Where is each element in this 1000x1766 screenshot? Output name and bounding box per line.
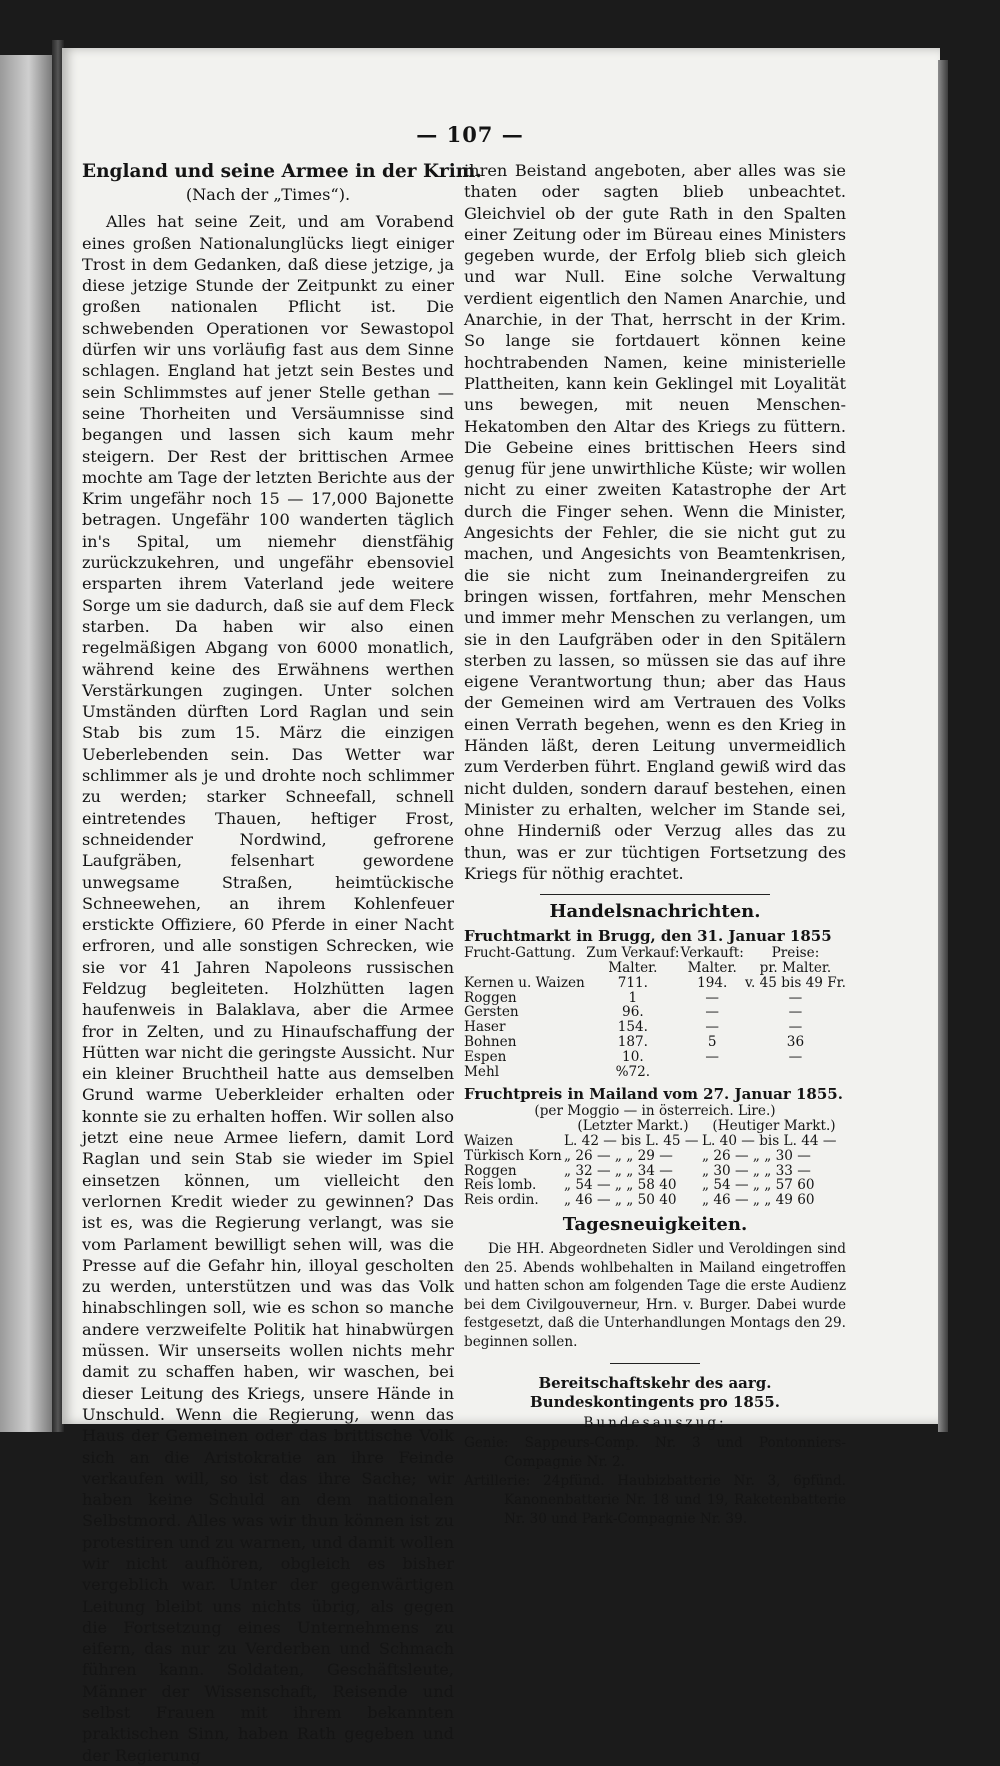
brugg-header-row bbox=[464, 946, 846, 961]
brugg-unit-offered: Malter. bbox=[608, 960, 658, 977]
brugg-market-title: Fruchtmarkt in Brugg, den 31. Januar 1855 bbox=[464, 927, 832, 946]
news-body: Die HH. Abgeordneten Sidler und Veroldingen sind den 25. Abends wohlbehalten in Mailand eingetroffen und hatten schon am folgenden Tage die erste Audienz bei dem Civilgouverneur, Hrn. v. Burger. Dabei wurde festgesetzt, daß die Unterhandlungen Montags den 29. beginnen sollen. bbox=[464, 1241, 846, 1350]
brugg-unit-sold: Malter. bbox=[687, 960, 737, 977]
section-divider bbox=[540, 894, 770, 895]
readiness-artillerie bbox=[464, 1472, 846, 1529]
genie-text: Sappeurs-Comp. Nr. 3 und Pontonniers-Compagnie Nr. 2. bbox=[504, 1434, 847, 1470]
brugg-col-type: Frucht-Gattung. bbox=[464, 945, 576, 962]
brugg-col-price: Preise: bbox=[771, 945, 820, 962]
brugg-unit-price: pr. Malter. bbox=[759, 960, 832, 977]
readiness-genie bbox=[464, 1434, 846, 1472]
mailand-unit-note: (per Moggio — in österreich. Lire.) bbox=[534, 1103, 776, 1120]
article-byline: (Nach der „Times“). bbox=[185, 185, 351, 204]
readiness-subtitle: Bundesauszug: bbox=[583, 1415, 727, 1432]
artillerie-label: Artillerie: bbox=[464, 1472, 531, 1489]
table-row: Espen 10. — — bbox=[464, 1048, 803, 1065]
genie-label: Genie: bbox=[464, 1434, 509, 1451]
page-right-edge bbox=[938, 60, 948, 1432]
artillerie-text: 24pfünd. Haubizbatterie Nr. 3, 6pfünd. Kanonenbatterie Nr. 18 und 19, Raketenbatterie Nr. 30 und Park-Compagnie Nr. 39. bbox=[504, 1472, 847, 1527]
brugg-col-offered: Zum Verkauf: bbox=[586, 945, 680, 962]
mailand-col-last: (Letzter Markt.) bbox=[577, 1118, 689, 1135]
table-row: Bohnen 187. 5 36 bbox=[464, 1034, 805, 1051]
brugg-market-table bbox=[464, 946, 846, 1079]
table-row: Roggen „ 32 — „ „ 34 — „ 30 — „ „ 33 — bbox=[464, 1162, 811, 1179]
left-column bbox=[82, 160, 482, 1766]
mailand-market-title: Fruchtpreis in Mailand vom 27. Januar 1855. bbox=[464, 1085, 843, 1104]
table-row: Mehl %72. bbox=[464, 1063, 651, 1080]
table-row: Waizen L. 42 — bis L. 45 — L. 40 — bis L. 44 — bbox=[464, 1133, 837, 1150]
table-row: Roggen 1 — — bbox=[464, 989, 803, 1006]
page-number: — 107 — bbox=[416, 122, 524, 147]
table-row: Kernen u. Waizen 711. 194. v. 45 bis 49 Fr. bbox=[464, 974, 846, 991]
brugg-col-sold: Verkauft: bbox=[680, 945, 744, 962]
mailand-col-today: (Heutiger Markt.) bbox=[712, 1118, 836, 1135]
mailand-header-row bbox=[464, 1119, 846, 1134]
article-title: England und seine Armee in der Krim. bbox=[82, 161, 482, 182]
right-column bbox=[464, 160, 846, 1529]
table-row: Gersten 96. — — bbox=[464, 1004, 803, 1021]
readiness-title: Bereitschaftskehr des aarg. Bundeskontingents pro 1855. bbox=[530, 1374, 780, 1412]
article-body: Alles hat seine Zeit, und am Vorabend eines großen Nationalunglücks liegt einiger Trost in dem Gedanken, daß diese jetzige, ja diese jetzige Stunde der Zeitpunkt zu einer großen nationalen Pflicht ist. Die schwebenden Operationen vor Sewastopol dürfen wir uns vorläufig fast aus dem Sinne schlagen. England hat jetzt sein Bestes und sein Schlimmstes auf jener Stelle gethan — seine Thorheiten und Versäumnisse sind begangen und lassen sich kaum mehr steigern. Der Rest der brittischen Armee mochte am Tage der letzten Berichte aus der Krim ungefähr noch 15 — 17,000 Bajonette betragen. Ungefähr 100 wanderten täglich in's Spital, um niemehr dienstfähig zurückzukehren, und ungefähr ebensoviel ersparten ihrem Vaterland jede weitere Sorge um sie dadurch, daß sie auf dem Fleck starben. Da haben wir also einen regelmäßigen Abgang von 6000 monatlich, während keine des Erwähnens werthen Verstärkungen zugingen. Unter solchen Umständen dürften Lord Raglan und sein Stab bis zum 15. März die einzigen Ueberlebenden sein. Das Wetter war schlimmer als je und drohte noch schlimmer zu werden; starker Schneefall, schnell eintretendes Thauen, heftiger Frost, schneidender Nordwind, gefrorene Laufgräben, felsenhart gewordene unwegsame Straßen, heimtückische Schneewehen, an ihrem Kohlenfeuer erstickte Offiziere, 60 Pferde in einer Nacht erfroren, und alle sonstigen Schrecken, wie sie vor 41 Jahren Napoleons russischen Feldzug begleiteten. Holzhütten lagen haufenweis in Balaklava, aber die Armee fror in Zelten, und zu Hinaufschaffung der Hütten war nicht die geringste Aussicht. Nur ein kleiner Bruchtheil hatte aus demselben Grund warme Ueberkleider erhalten oder konnte sie zu erhalten hoffen. Wir sollen also jetzt eine neue Armee liefern, damit Lord Raglan und sein Stab sie wieder im Spiel einsetzen können, um vielleicht den verlornen Kredit wieder zu gewinnen? Das ist es, was die Regierung verlangt, was sie vom Parlament bewilligt sehen will, was die Presse auf die Gefahr hin, illoyal gescholten zu werden, unterstützen und was das Volk hinabschlingen soll, wie es schon so manche andere verzweifelte Politik hat hinabwürgen müssen. Wir unserseits wollen nichts mehr damit zu schaffen haben, wir waschen, bei dieser Leitung des Kriegs, unsere Hände in Unschuld. Wenn die Regierung, wenn das Haus der Gemeinen oder das brittische Volk sich an die Aristokratie an ihre Feinde verkaufen will, so ist das ihre Sache; wir haben keine Schuld an dem nationalen Selbstmord. Alles was wir thun können ist zu protestiren und zu warnen, und damit wollen wir nicht aufhören, obgleich es bisher vergeblich war. Unter der gegenwärtigen Leitung bleibt uns nichts übrig, als gegen die Fortsetzung eines Unternehmens zu eifern, das nur zu Verderben und Schmach führen kann. Soldaten, Geschäftsleute, Männer der Wissenschaft, Reisende und selbst Frauen mit ihrem bekannten praktischen Sinn, haben Rath gegeben und der Regierung bbox=[82, 212, 454, 1765]
trade-section-title: Handelsnachrichten. bbox=[549, 901, 761, 923]
mailand-market-table bbox=[464, 1119, 846, 1208]
section-divider bbox=[610, 1363, 700, 1364]
table-row: Reis ordin. „ 46 — „ „ 50 40 „ 46 — „ „ 49 60 bbox=[464, 1192, 815, 1209]
table-row: Reis lomb. „ 54 — „ „ 58 40 „ 54 — „ „ 57 60 bbox=[464, 1177, 815, 1194]
facing-page-edge bbox=[0, 55, 52, 1432]
brugg-unit-row bbox=[464, 961, 846, 976]
news-section-title: Tagesneuigkeiten. bbox=[562, 1214, 748, 1236]
table-row: Türkisch Korn „ 26 — „ „ 29 — „ 26 — „ „ 30 — bbox=[464, 1147, 811, 1164]
table-row: Haser 154. — — bbox=[464, 1019, 803, 1036]
article-continuation: ihren Beistand angeboten, aber alles was sie thaten oder sagten blieb unbeachtet. Gleichviel ob der gute Rath in den Spalten einer Zeitung oder im Büreau eines Ministers gegeben wurde, der Erfolg blieb sich gleich und war Null. Eine solche Verwaltung verdient eigentlich den Namen Anarchie, und Anarchie, in der That, herrscht in der Krim. So lange sie fortdauert können keine hochtrabenden Namen, keine ministerielle Plattheiten, kann kein Geklingel mit Loyalität uns bewegen, mit neuen Menschen-Hekatomben den Altar des Kriegs zu füttern. Die Gebeine eines brittischen Heers sind genug für jene unwirthliche Küste; wir wollen nicht zu einer zweiten Katastrophe der Art durch die Finger sehen. Wenn die Minister, Angesichts der Fehler, die sie nicht gut zu machen, und Angesichts von Beamtenkrisen, die sie nicht zum Ineinandergreifen zu bringen wissen, fortfahren, mehr Menschen und immer mehr Menschen zu verlangen, um sie in den Laufgräben oder in den Spitälern sterben zu lassen, so müssen sie das auf ihre eigene Verantwortung thun; aber das Haus der Gemeinen wird am Vertrauen des Volks einen Verrath begehen, wenn es den Krieg in Händen läßt, deren Leitung unvermeidlich zum Verderben führt. England gewiß wird das nicht dulden, sondern darauf bestehen, einen Minister zu erhalten, welcher im Stande sei, ohne Hinderniß oder Verzug alles das zu thun, was er zur tüchtigen Fortsetzung des Kriegs für nöthig erachtet. bbox=[464, 161, 846, 883]
